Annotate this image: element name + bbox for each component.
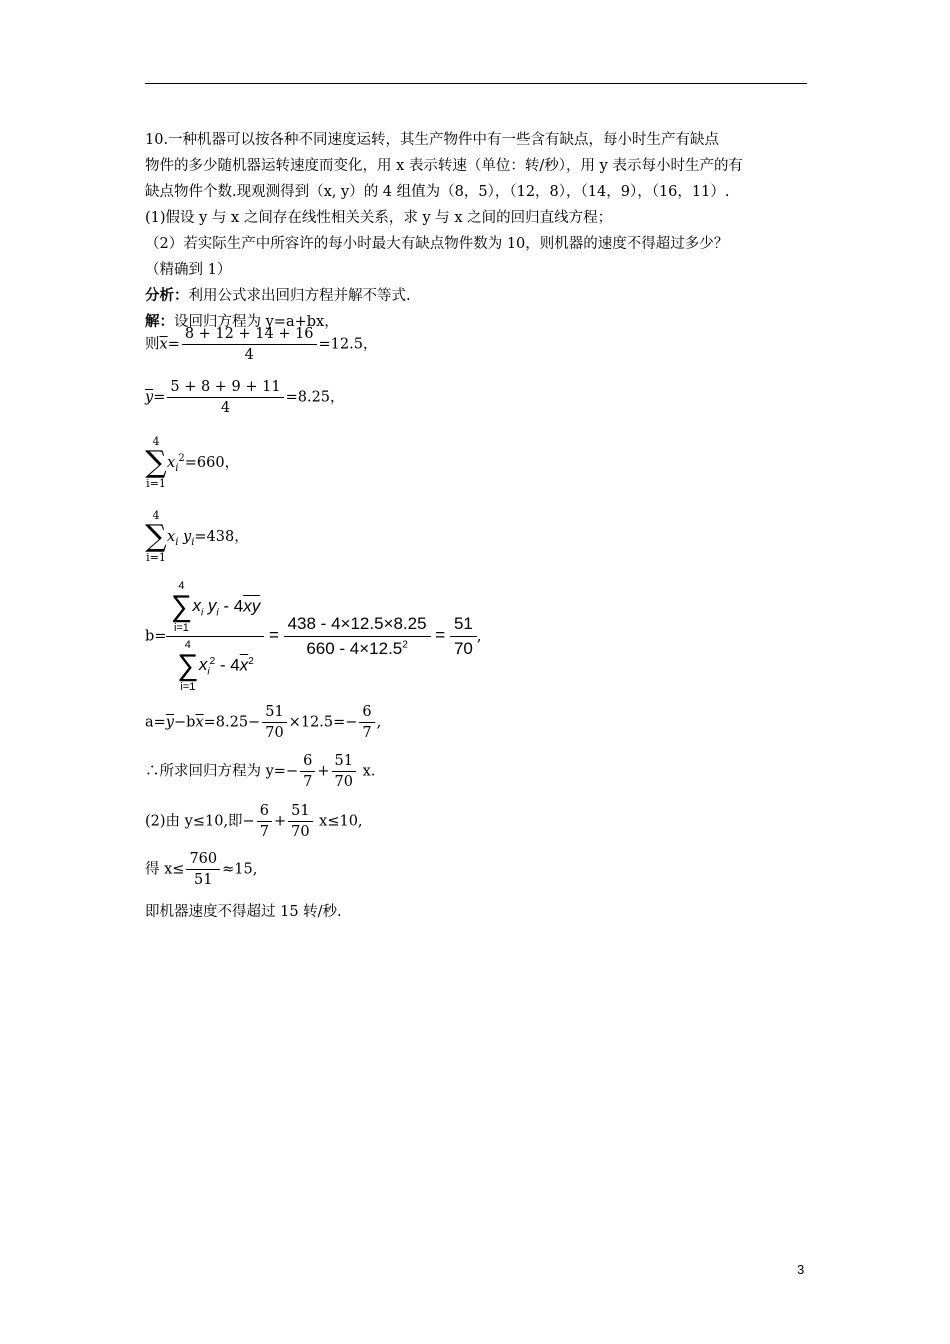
p3-suffix: ≈15, xyxy=(222,861,258,878)
analysis-label: 分析： xyxy=(145,287,189,304)
p2-frac-a-num: 6 xyxy=(257,802,272,822)
sigma-upper: 4 xyxy=(184,639,191,651)
xbar-equation: 则$\overline{x}=$ $\frac{8 + 12 + 14 + 16}{4}$ =12.5， xyxy=(145,326,378,363)
eq-frac-a xyxy=(300,752,315,791)
eq-frac-b-den: 70 xyxy=(334,774,353,790)
a-equation: $a=\overline{y}-b\overline{x}=8.25-$ $\frac{51}{70}$ ×12.5=− $\frac{6}{7}$ , xyxy=(145,704,382,741)
b-numeric-den-exp: 2 xyxy=(402,639,408,651)
question-2-note: （精确到 1） xyxy=(145,262,232,278)
b-numeric-numerator: 438 - 4×12.5×8.25 xyxy=(284,614,431,637)
sum-xy-value: =438， xyxy=(194,529,249,545)
p3-denominator: 51 xyxy=(194,872,213,888)
xbar-denominator: 4 xyxy=(244,347,254,363)
b-num-minus: - 4 xyxy=(223,596,244,616)
sigma-lower: i=1 xyxy=(146,477,166,490)
a-result-denominator: 7 xyxy=(362,725,372,741)
a-mid: −b xyxy=(174,714,196,731)
xbar-value: =12.5， xyxy=(318,336,378,353)
ybar-equation: $\overline{y}=$ $\frac{5 + 8 + 9 + 11}{4}$ =8.25， xyxy=(145,379,345,416)
sigma-upper: 4 xyxy=(178,580,185,592)
b-formula-denominator: 4 ∑ $i=1x_i^2 - 4\overline{x}^2$ xyxy=(177,639,254,693)
xbar-numerator: 8 + 12 + 14 + 16 xyxy=(182,325,317,345)
sigma-symbol: 4 ∑ i=1 xyxy=(177,639,199,693)
sigma-lower: i=1 xyxy=(180,681,196,693)
problem-line-3: 缺点物件个数.现观测得到（x, y）的 4 组值为（8，5），（12，8），（14，9），（16，11）. xyxy=(145,184,730,200)
eq-frac-b-num: 51 xyxy=(332,752,356,772)
p2-frac-b xyxy=(288,802,312,841)
sigma-upper: 4 xyxy=(152,435,160,448)
conclusion: 即机器速度不得超过 15 转/秒. xyxy=(145,904,342,920)
header-rule xyxy=(145,83,807,84)
part2-result xyxy=(145,850,257,889)
b-result-numerator: 51 xyxy=(450,614,477,637)
b-prefix: b= xyxy=(145,628,167,645)
page-number: 3 xyxy=(797,1262,805,1277)
a-prefix: a= xyxy=(145,714,166,731)
problem-line-2: 物件的多少随机器运转速度而变化，用 x 表示转速（单位：转/秒），用 y 表示每小时生产的有 xyxy=(145,158,743,174)
a-result-numerator: 6 xyxy=(359,703,374,723)
p2-suffix: x≤10, xyxy=(319,813,363,830)
a-frac-b xyxy=(262,703,286,742)
p2-frac-b-den: 70 xyxy=(291,824,310,840)
b-equation: b= 4 ∑ $i=1x_i$ $y_i - 4\overline{x}\overline{y}$ 4 ∑ $i=1x_i^2 - 4\overline{x}^2$ = $\frac{438 - 4\times 12.5\times 8.25}{660 - 4\times 12.5^2}$ = $\frac{51}{70}$ , xyxy=(145,580,482,693)
eq-prefix: ∴所求回归方程为 y=− xyxy=(145,763,299,780)
eq-suffix: x. xyxy=(362,763,376,780)
xbar-fraction xyxy=(182,325,317,364)
b-numeric-den-text: 660 - 4×12.5 xyxy=(306,639,403,658)
solution-intro: 设回归方程为 y=a+bx， xyxy=(174,314,339,330)
a-frac-b-num: 51 xyxy=(262,703,286,723)
sum-x-squared-value: =660， xyxy=(184,455,240,471)
ybar-fraction xyxy=(167,378,283,417)
p2-frac-a-den: 7 xyxy=(259,824,269,840)
sigma-symbol: 4 ∑ i=1 xyxy=(170,580,193,634)
p3-prefix: 得 x≤ xyxy=(145,861,185,878)
p2-frac-a xyxy=(257,802,272,841)
xbar-symbol: $\overline{x}$ xyxy=(159,336,168,353)
p2-prefix: (2)由 y≤10,即− xyxy=(145,813,255,830)
a-times: ×12.5=− xyxy=(288,714,358,731)
b-numeric-fraction xyxy=(284,614,431,659)
part2-inequality xyxy=(145,802,363,841)
b-result-denominator: 70 xyxy=(453,639,473,658)
eq-frac-a-num: 6 xyxy=(300,752,315,772)
ybar-value: =8.25， xyxy=(285,389,345,406)
sum-xy: 4 ∑ $i=1x_i$ $y_i=438$， xyxy=(145,509,249,564)
xbar-prefix: 则 xyxy=(145,336,160,353)
ybar-symbol: $\overline{y}$ xyxy=(145,389,154,406)
question-1: (1)假设 y 与 x 之间存在线性相关关系，求 y 与 x 之间的回归直线方程； xyxy=(145,210,613,226)
a-value: =8.25− xyxy=(203,714,261,731)
sigma-upper: 4 xyxy=(152,509,160,522)
sigma-lower: i=1 xyxy=(146,551,166,564)
regression-equation xyxy=(145,752,375,791)
ybar-numerator: 5 + 8 + 9 + 11 xyxy=(167,378,283,398)
b-formula-fraction xyxy=(166,580,264,693)
p2-frac-b-num: 51 xyxy=(288,802,312,822)
p2-plus: + xyxy=(273,813,287,830)
eq-frac-b xyxy=(332,752,356,791)
eq-frac-a-den: 7 xyxy=(303,774,313,790)
a-frac-b-den: 70 xyxy=(265,725,284,741)
p3-fraction xyxy=(186,850,220,889)
sigma-symbol: 4 ∑ i=1 xyxy=(145,435,167,490)
b-den-minus: - 4 xyxy=(219,655,240,675)
sigma-lower: i=1 xyxy=(173,622,189,634)
sum-x-squared: 4 ∑ $i=1x_i^2=660$， xyxy=(145,435,240,490)
problem-statement xyxy=(145,127,810,335)
solution-label: 解： xyxy=(145,313,174,330)
b-numeric-denominator xyxy=(284,637,431,659)
analysis-line xyxy=(145,283,810,309)
a-result-fraction xyxy=(359,703,374,742)
analysis-text: 利用公式求出回归方程并解不等式. xyxy=(188,288,411,304)
question-2: （2）若实际生产中所容许的每小时最大有缺点物件数为 10，则机器的速度不得超过多少？ xyxy=(145,236,729,252)
ybar-denominator: 4 xyxy=(220,400,231,416)
eq-plus: + xyxy=(317,763,330,780)
p3-numerator: 760 xyxy=(186,850,220,870)
b-formula-numerator: 4 ∑ $i=1x_i$ $y_i - 4\overline{x}\overline{y}$ xyxy=(166,580,264,637)
problem-line-1: 10.一种机器可以按各种不同速度运转，其生产物件中有一些含有缺点，每小时生产有缺点 xyxy=(145,132,720,148)
b-result-fraction xyxy=(450,614,477,659)
sigma-symbol: 4 ∑ i=1 xyxy=(145,509,167,564)
